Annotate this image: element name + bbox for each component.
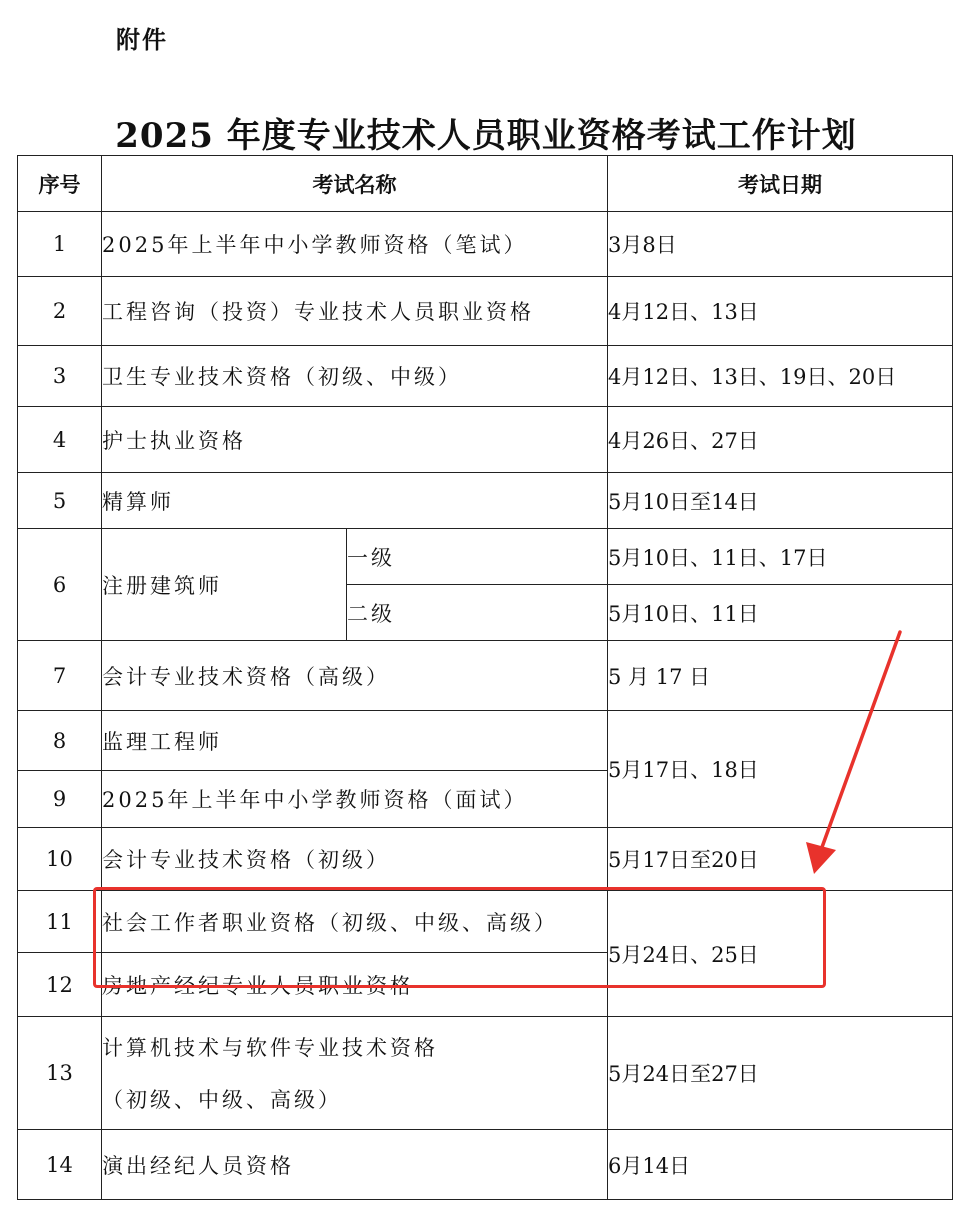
row-no: 6 — [18, 529, 102, 641]
exam-name: 2025年上半年中小学教师资格（面试） — [102, 771, 608, 828]
exam-name: 房地产经纪专业人员职业资格 — [102, 953, 608, 1017]
exam-name: 护士执业资格 — [102, 407, 608, 473]
header-date: 考试日期 — [608, 156, 953, 212]
exam-date: 5月24日至27日 — [608, 1017, 953, 1130]
exam-date: 4月12日、13日、19日、20日 — [608, 346, 953, 407]
table-row — [18, 277, 953, 346]
exam-date: 5月10日至14日 — [608, 473, 953, 529]
exam-date: 5月24日、25日 — [608, 891, 953, 1017]
table-row — [18, 1017, 953, 1130]
exam-name: 会计专业技术资格（初级） — [102, 828, 608, 891]
table-row — [18, 529, 953, 585]
exam-date: 6月14日 — [608, 1130, 953, 1200]
row-no: 10 — [18, 828, 102, 891]
row-no: 2 — [18, 277, 102, 346]
row-no: 12 — [18, 953, 102, 1017]
row-no: 5 — [18, 473, 102, 529]
exam-date: 5月10日、11日、17日 — [608, 529, 953, 585]
exam-level: 二级 — [347, 585, 608, 641]
exam-date: 5月10日、11日 — [608, 585, 953, 641]
exam-name: 会计专业技术资格（高级） — [102, 641, 608, 711]
table-row — [18, 407, 953, 473]
exam-name: 精算师 — [102, 473, 608, 529]
exam-date: 4月12日、13日 — [608, 277, 953, 346]
exam-date: 5月17日至20日 — [608, 828, 953, 891]
table-row — [18, 473, 953, 529]
row-no: 14 — [18, 1130, 102, 1200]
exam-schedule-table — [17, 155, 953, 1200]
exam-name: 演出经纪人员资格 — [102, 1130, 608, 1200]
table-header-row — [18, 156, 953, 212]
table-row — [18, 1130, 953, 1200]
row-no: 8 — [18, 711, 102, 771]
table-row — [18, 891, 953, 953]
exam-name: 工程咨询（投资）专业技术人员职业资格 — [102, 277, 608, 346]
exam-name: 卫生专业技术资格（初级、中级） — [102, 346, 608, 407]
row-no: 13 — [18, 1017, 102, 1130]
exam-date: 3月8日 — [608, 212, 953, 277]
exam-name-line1: 计算机技术与软件专业技术资格 — [102, 1036, 438, 1060]
exam-name: 注册建筑师 — [102, 529, 347, 641]
table-row — [18, 641, 953, 711]
table-row — [18, 346, 953, 407]
page-title: 2025 年度专业技术人员职业资格考试工作计划 — [115, 116, 857, 156]
header-name: 考试名称 — [102, 156, 608, 212]
exam-name: 监理工程师 — [102, 711, 608, 771]
exam-level: 一级 — [347, 529, 608, 585]
table-row — [18, 212, 953, 277]
exam-name: 2025年上半年中小学教师资格（笔试） — [102, 212, 608, 277]
row-no: 4 — [18, 407, 102, 473]
exam-name: 社会工作者职业资格（初级、中级、高级） — [102, 891, 608, 953]
exam-date: 5月17日、18日 — [608, 711, 953, 828]
attachment-label: 附件 — [116, 26, 168, 54]
row-no: 7 — [18, 641, 102, 711]
exam-date: 4月26日、27日 — [608, 407, 953, 473]
exam-name — [102, 1017, 608, 1130]
table-row — [18, 828, 953, 891]
row-no: 11 — [18, 891, 102, 953]
exam-name-line2: （初级、中级、高级） — [102, 1088, 342, 1112]
row-no: 3 — [18, 346, 102, 407]
exam-date: 5 月 17 日 — [608, 641, 953, 711]
table-row — [18, 711, 953, 771]
row-no: 9 — [18, 771, 102, 828]
header-no: 序号 — [18, 156, 102, 212]
row-no: 1 — [18, 212, 102, 277]
